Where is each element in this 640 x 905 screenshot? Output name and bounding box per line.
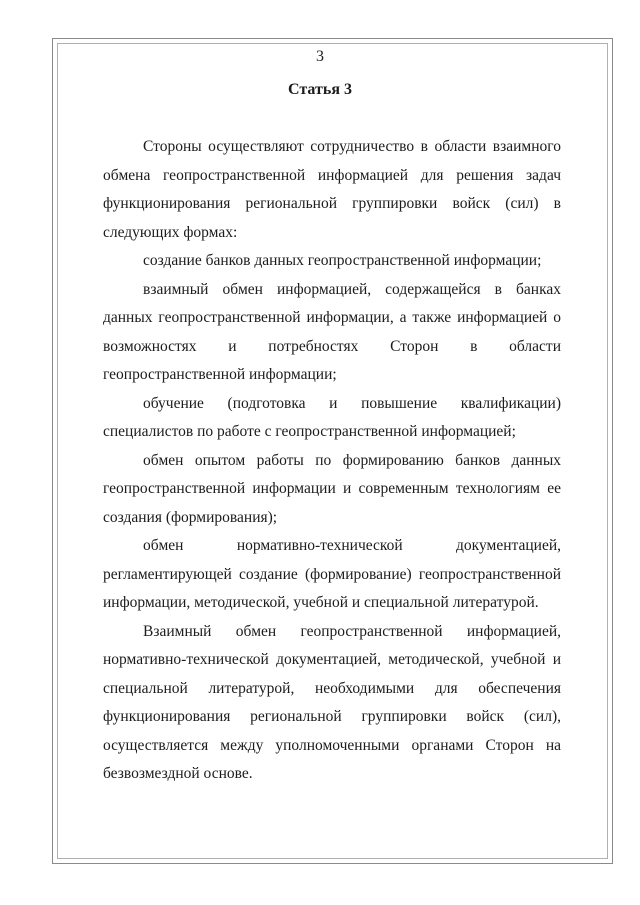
paragraph-form-5: обмен нормативно-технической документацией, регламентирующей создание (формирование) геопространственной информации, методической, учебной и специальной литературой. (103, 537, 561, 611)
page-number: 3 (316, 48, 324, 65)
paragraph-form-1: создание банков данных геопространственной информации; (143, 252, 542, 269)
paragraph-intro: Стороны осуществляют сотрудничество в области взаимного обмена геопространственной информацией для решения задач функционирования региональной группировки войск (сил) в следующих формах: (103, 138, 561, 241)
paragraph-form-3: обучение (подготовка и повышение квалификации) специалистов по работе с геопространственной информацией; (103, 394, 561, 440)
article-body (103, 133, 561, 789)
paragraph-form-4: обмен опытом работы по формированию банков данных геопространственной информации и современным технологиям ее создания (формирования); (103, 451, 561, 526)
article-title: Статья 3 (288, 81, 352, 98)
paragraph-exchange: Взаимный обмен геопространственной информацией, нормативно-технической документацией, методической, учебной и специальной литературой, необходимыми для обеспечения функционирования региональной группировки войск (сил), осуществляется между уполномоченными органами Сторон на безвозмездной основе. (103, 622, 561, 782)
paragraph-form-2: взаимный обмен информацией, содержащейся в банках данных геопространственной информации, а также информацией о возможностях и потребностях Сторон в области геопространственной информации; (103, 280, 561, 383)
